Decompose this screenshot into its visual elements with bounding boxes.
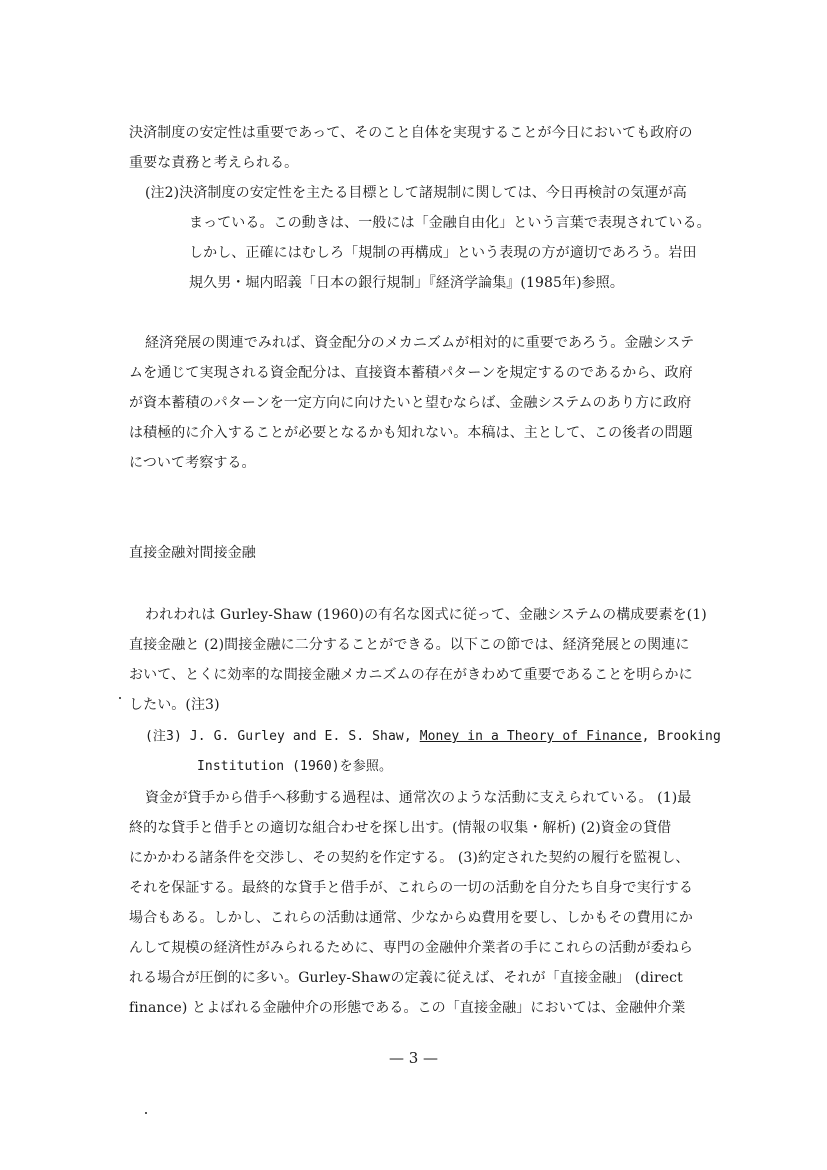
scan-speck [145,1112,147,1114]
book-title: Money in a Theory of Finance [419,729,642,744]
citation-suffix: , Brooking [641,729,721,744]
text-line: finance) とよばれる金融仲介の形態である。この「直接金融」においては、金融仲介業 [129,1000,686,1016]
section-heading: 直接金融対間接金融 [129,545,256,561]
text-line: しかし、正確にはむしろ「規制の再構成」という表現の方が適切であろう。岩田 [189,245,697,261]
text-line: にかかわる諸条件を交渉し、その契約を作定する。 (3)約定された契約の履行を監視し、 [129,850,690,866]
citation-line [145,729,721,745]
text-line: それを保証する。最終的な貸手と借手が、これらの一切の活動を自分たち自身で実行する [129,880,693,896]
text-line: まっている。この動きは、一般には「金融自由化」という言葉で表現されている。 [189,215,711,231]
text-line: したい。(注3) [129,697,220,713]
text-line: 場合もある。しかし、これらの活動は通常、少なからぬ費用を要し、しかもその費用にか [129,910,693,926]
text-line: おいて、とくに効率的な間接金融メカニズムの存在がきわめて重要であることを明らかに [129,667,693,683]
text-line: 直接金融と (2)間接金融に二分することができる。以下この節では、経済発展との関連に [129,637,690,653]
text-line: (注2)決済制度の安定性を主たる目標として諸規制に関しては、今日再検討の気運が高 [145,185,687,201]
text-line: 重要な責務と考えられる。 [129,155,299,171]
text-line: んして規模の経済性がみられるために、専門の金融仲介業者の手にこれらの活動が委ねら [129,940,693,956]
text-line: れる場合が圧倒的に多い。Gurley-Shawの定義に従えば、それが「直接金融」 (direct [129,970,683,986]
text-line: ムを通じて実現される資金配分は、直接資本蓄積パターンを規定するのであるから、政府 [129,365,693,381]
text-line: 決済制度の安定性は重要であって、そのこと自体を実現することが今日においても政府の [129,125,693,141]
citation-prefix: (注3) J. G. Gurley and E. S. Shaw, [145,729,420,744]
text-line: について考察する。 [129,455,256,471]
text-line: 資金が貸手から借手へ移動する過程は、通常次のような活動に支えられている。 (1)最 [145,790,692,806]
text-line: 経済発展の関連でみれば、資金配分のメカニズムが相対的に重要であろう。金融システ [145,335,695,351]
text-line: 規久男・堀内昭義「日本の銀行規制」『経済学論集』(1985年)参照。 [189,275,624,291]
page-number: — 3 — [388,1049,439,1067]
text-line: 終的な貸手と借手との適切な組合わせを探し出す。(情報の収集・解析) (2)資金の貸借 [129,820,672,836]
scan-speck [119,697,121,699]
text-line: われわれは Gurley-Shaw (1960)の有名な図式に従って、金融システムの構成要素を(1) [145,607,707,623]
text-line: は積極的に介入することが必要となるかも知れない。本稿は、主として、この後者の問題 [129,425,693,441]
text-line: Institution (1960)を参照。 [197,759,393,774]
text-line: が資本蓄積のパターンを一定方向に向けたいと望むならば、金融システムのあり方に政府 [129,395,692,411]
